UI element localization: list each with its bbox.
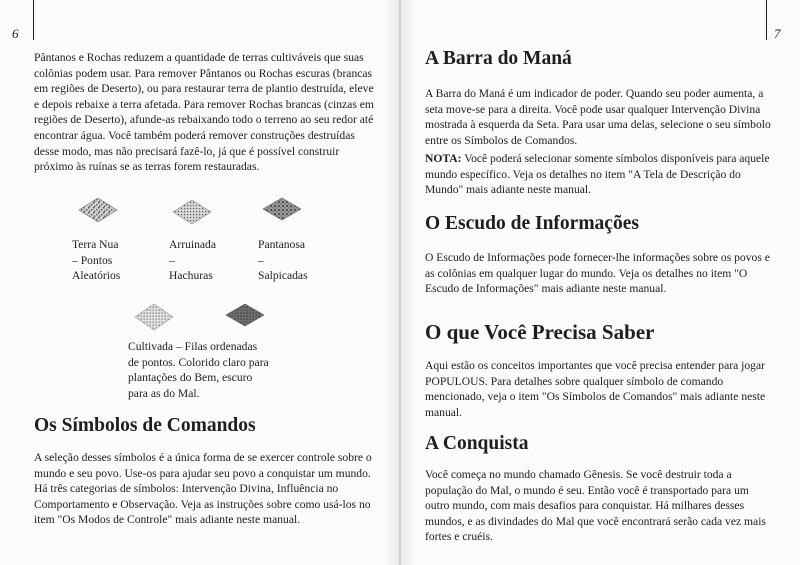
heading-o-que-voce-precisa-saber: O que Você Precisa Saber bbox=[425, 320, 655, 344]
cultivada-bem-tile-icon bbox=[134, 303, 174, 331]
pantanosa-tile-icon bbox=[262, 197, 302, 221]
terra-nua-caption-line2: – Pontos bbox=[72, 253, 113, 267]
terra-nua-caption-line3: Aleatórios bbox=[72, 269, 121, 283]
arruinada-caption-line2: – bbox=[169, 253, 175, 267]
nota-label: NOTA: bbox=[425, 152, 462, 165]
heading-a-conquista: A Conquista bbox=[425, 433, 529, 454]
intro-paragraph: Pântanos e Rochas reduzem a quantidade de terras cultiváveis que suas colônias podem usar. Para remover Pântanos ou Rochas escuras (brancas em regiões de Deserto), ou para restaurar terra de plantio destruída, eleve e depois rebaixe a terra afetada. Para remover Rochas brancas (cinzas em regiões de Deserto), afunde-as rebaixando todo o terreno ao seu redor até encontrar água. Você também poderá remover construções destruídas desse modo, mas não precisará fazê-lo, já que é possível construir próximo às ruínas se as terras forem restauradas. bbox=[34, 51, 374, 174]
escudo-paragraph: O Escudo de Informações pode fornecer-lhe informações sobre os povos e as colônias em qualquer lugar do mundo. Veja os detalhes no item "O Escudo de Informações" mais adiante neste manual. bbox=[425, 251, 770, 296]
cultivada-mal-tile-icon bbox=[225, 303, 265, 327]
arruinada-caption-line3: Hachuras bbox=[169, 269, 213, 283]
arruinada-caption-line1: Arruinada bbox=[169, 238, 216, 251]
terra-nua-tile-icon bbox=[78, 197, 118, 223]
cultivada-caption-line1: Cultivada – Filas ordenadas bbox=[128, 340, 258, 353]
nota-text: Você poderá selecionar somente símbolos disponíveis para aquele mundo específico. Veja os detalhes no item "A Tela de Descrição do Mundo" mais adiante neste manual. bbox=[425, 152, 770, 197]
arruinada-tile-icon bbox=[172, 199, 212, 225]
mana-paragraph: A Barra do Maná é um indicador de poder. Quando seu poder aumenta, a seta move-se para a direita. Você pode usar qualquer Intervenção Divina mostrada à esquerda da Seta. Para usar uma delas, selecione o seu símbolo entre os Símbolos de Comandos. bbox=[425, 87, 771, 147]
heading-escudo-de-informacoes: O Escudo de Informações bbox=[425, 213, 639, 234]
section-heading-simbolos: Os Símbolos de Comandos bbox=[34, 415, 256, 436]
cultivada-caption-line2: de pontos. Colorido claro para bbox=[128, 355, 269, 369]
page-number-right: 7 bbox=[774, 26, 781, 41]
gutter-shadow-left bbox=[384, 0, 399, 565]
page-number-left: 6 bbox=[12, 26, 19, 41]
terra-nua-caption-line1: Terra Nua bbox=[72, 238, 119, 251]
pantanosa-caption-line1: Pantanosa bbox=[258, 238, 306, 251]
arruinada-caption bbox=[169, 237, 216, 284]
gutter-shadow-right bbox=[401, 0, 416, 565]
cultivada-caption bbox=[128, 339, 269, 401]
saber-paragraph: Aqui estão os conceitos importantes que você precisa entender para jogar POPULOUS. Para detalhes sobre qualquer símbolo de comando mencionado, veja o item "Os Símbolos de Comandos" mais adiante neste manual. bbox=[425, 359, 766, 419]
conquista-paragraph: Você começa no mundo chamado Gênesis. Se você destruir toda a população do Mal, o mundo é seu. Então você é transportado para um outro mundo, com mais desafios para conquistar. Há milhares desses mundos, e as divindades do Mal que você encontrará serão cada vez mais fortes e cruéis. bbox=[425, 468, 766, 544]
nota-paragraph bbox=[425, 151, 773, 198]
cultivada-caption-line4: para as do Mal. bbox=[128, 386, 200, 400]
terra-nua-caption bbox=[72, 237, 120, 284]
page-gutter bbox=[399, 0, 401, 565]
margin-rule-right bbox=[766, 0, 767, 40]
pantanosa-caption-line3: Salpicadas bbox=[258, 269, 308, 283]
pantanosa-caption bbox=[258, 237, 308, 284]
simbolos-paragraph: A seleção desses símbolos é a única forma de se exercer controle sobre o mundo e seu povo. Use-os para ajudar seu povo a conquistar um mundo. Há três categorias de símbolos: Intervenção Divina, Influência no Comportamento e Observação. Veja as instruções sobre como usá-los no item "Os Modos de Controle" mais adiante neste manual. bbox=[34, 451, 372, 527]
cultivada-caption-line3: plantações do Bem, escuro bbox=[128, 371, 253, 385]
margin-rule-left bbox=[33, 0, 34, 40]
pantanosa-caption-line2: – bbox=[258, 253, 264, 267]
heading-barra-do-mana: A Barra do Maná bbox=[425, 48, 572, 69]
